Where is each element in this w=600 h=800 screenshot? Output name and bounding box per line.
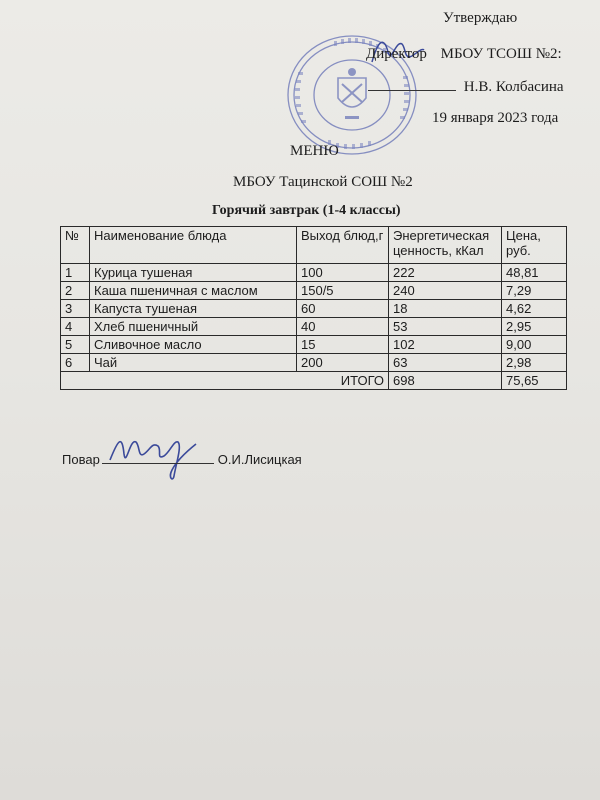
dish-yield: 40	[297, 318, 389, 336]
document-title: МЕНЮ	[290, 143, 339, 159]
total-energy: 698	[389, 372, 502, 390]
dish-name: Сливочное масло	[90, 336, 297, 354]
dish-price: 9,00	[502, 336, 567, 354]
dish-price: 7,29	[502, 282, 567, 300]
cook-signature-blank	[102, 463, 214, 464]
column-header-energy: Энергетическая ценность, кКал	[389, 227, 502, 264]
column-header-number: №	[61, 227, 90, 264]
dish-price: 4,62	[502, 300, 567, 318]
director-line	[366, 46, 562, 62]
dish-energy: 18	[389, 300, 502, 318]
meal-title: Горячий завтрак (1-4 классы)	[212, 203, 401, 218]
director-label: Директор	[366, 46, 427, 62]
column-header-dish: Наименование блюда	[90, 227, 297, 264]
cook-line	[62, 452, 302, 468]
row-number: 1	[61, 264, 90, 282]
table-row	[61, 282, 567, 300]
dish-yield: 200	[297, 354, 389, 372]
cook-label: Повар	[62, 452, 100, 467]
signature-blank	[368, 90, 456, 91]
column-header-price: Цена, руб.	[502, 227, 567, 264]
dish-name: Хлеб пшеничный	[90, 318, 297, 336]
school-name: МБОУ Тацинской СОШ №2	[233, 174, 413, 190]
table-row	[61, 300, 567, 318]
dish-name: Капуста тушеная	[90, 300, 297, 318]
table-row	[61, 354, 567, 372]
table-row	[61, 336, 567, 354]
dish-yield: 15	[297, 336, 389, 354]
dish-price: 2,95	[502, 318, 567, 336]
column-header-yield: Выход блюд,г	[297, 227, 389, 264]
dish-yield: 150/5	[297, 282, 389, 300]
row-number: 3	[61, 300, 90, 318]
signer-line	[368, 79, 564, 95]
dish-name: Каша пшеничная с маслом	[90, 282, 297, 300]
dish-price: 2,98	[502, 354, 567, 372]
total-label: ИТОГО	[61, 372, 389, 390]
menu-table	[60, 226, 567, 390]
dish-energy: 63	[389, 354, 502, 372]
dish-energy: 102	[389, 336, 502, 354]
dish-name: Курица тушеная	[90, 264, 297, 282]
school-short-name: МБОУ ТСОШ №2:	[440, 46, 562, 62]
dish-yield: 60	[297, 300, 389, 318]
row-number: 4	[61, 318, 90, 336]
row-number: 5	[61, 336, 90, 354]
approval-date: 19 января 2023 года	[432, 110, 559, 126]
dish-energy: 53	[389, 318, 502, 336]
signer-name: Н.В. Колбасина	[463, 79, 564, 95]
dish-energy: 240	[389, 282, 502, 300]
row-number: 6	[61, 354, 90, 372]
table-header-row	[61, 227, 567, 264]
table-row	[61, 264, 567, 282]
cook-name: О.И.Лисицкая	[217, 452, 302, 467]
approval-title: Утверждаю	[443, 10, 518, 26]
table-total-row	[61, 372, 567, 390]
dish-price: 48,81	[502, 264, 567, 282]
total-price: 75,65	[502, 372, 567, 390]
dish-yield: 100	[297, 264, 389, 282]
row-number: 2	[61, 282, 90, 300]
dish-name: Чай	[90, 354, 297, 372]
table-row	[61, 318, 567, 336]
dish-energy: 222	[389, 264, 502, 282]
